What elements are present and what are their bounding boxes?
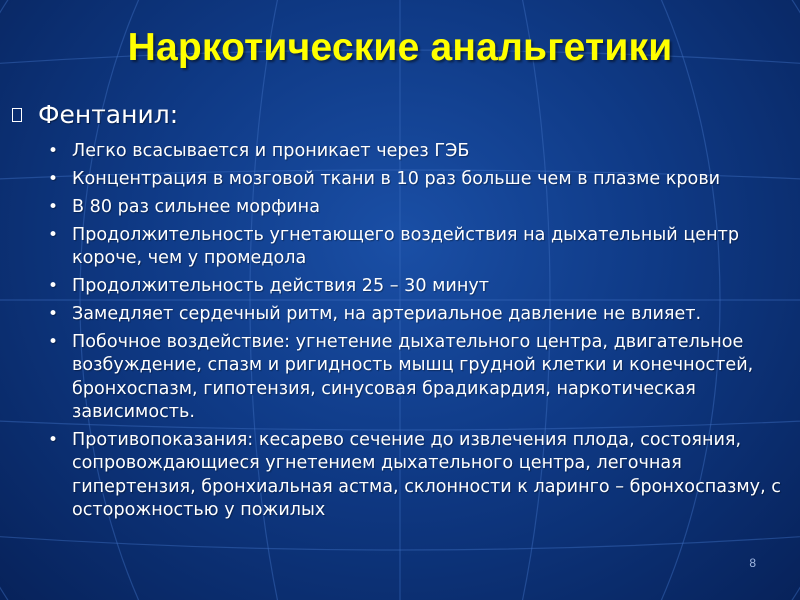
subtitle-heading [12,100,178,129]
square-bullet-icon [12,108,22,122]
list-item [46,275,786,298]
page-number: 8 [749,556,756,570]
bullet-dot-icon: • [48,429,59,450]
list-item [46,168,786,191]
list-item-text: Противопоказания: кесарево сечение до извлечения плода, состояния, сопровождающиеся угнетением дыхательного центра, легочная гипертензия, бронхиальная астма, склонности к ларинго – бронхоспазму, с осторожностью у пожилых [72,429,781,521]
bullet-dot-icon: • [48,303,59,324]
list-item-text: Продолжительность действия 25 – 30 минут [72,276,490,297]
bullet-dot-icon: • [48,141,59,161]
list-item [46,303,786,326]
list-item [46,196,786,219]
slide-title: Наркотические анальгетики [127,26,673,69]
list-item [46,140,786,163]
list-item-text: Замедляет сердечный ритм, на артериальное давление не влияет. [72,303,702,324]
list-item [46,429,786,523]
list-item-text: Концентрация в мозговой ткани в 10 раз больше чем в плазме крови [72,168,721,189]
bullet-dot-icon: • [48,276,59,297]
subtitle-text: Фентанил: [38,100,179,129]
bullet-dot-icon: • [48,331,59,352]
list-item [46,331,786,425]
bullet-dot-icon: • [48,168,59,189]
bullet-dot-icon: • [48,224,59,245]
list-item-text: В 80 раз сильнее морфина [72,196,320,217]
list-item [46,224,786,271]
list-item-text: Продолжительность угнетающего воздействия на дыхательный центр короче, чем у промедола [72,224,740,269]
bullet-list [46,140,786,527]
bullet-dot-icon: • [48,196,59,217]
list-item-text: Побочное воздействие: угнетение дыхательного центра, двигательное возбуждение, спазм и ригидность мышц грудной клетки и конечностей, бронхоспазм, гипотензия, синусовая брадикардия, наркотическая зависимость. [72,331,754,423]
list-item-text: Легко всасывается и проникает через ГЭБ [72,141,470,161]
